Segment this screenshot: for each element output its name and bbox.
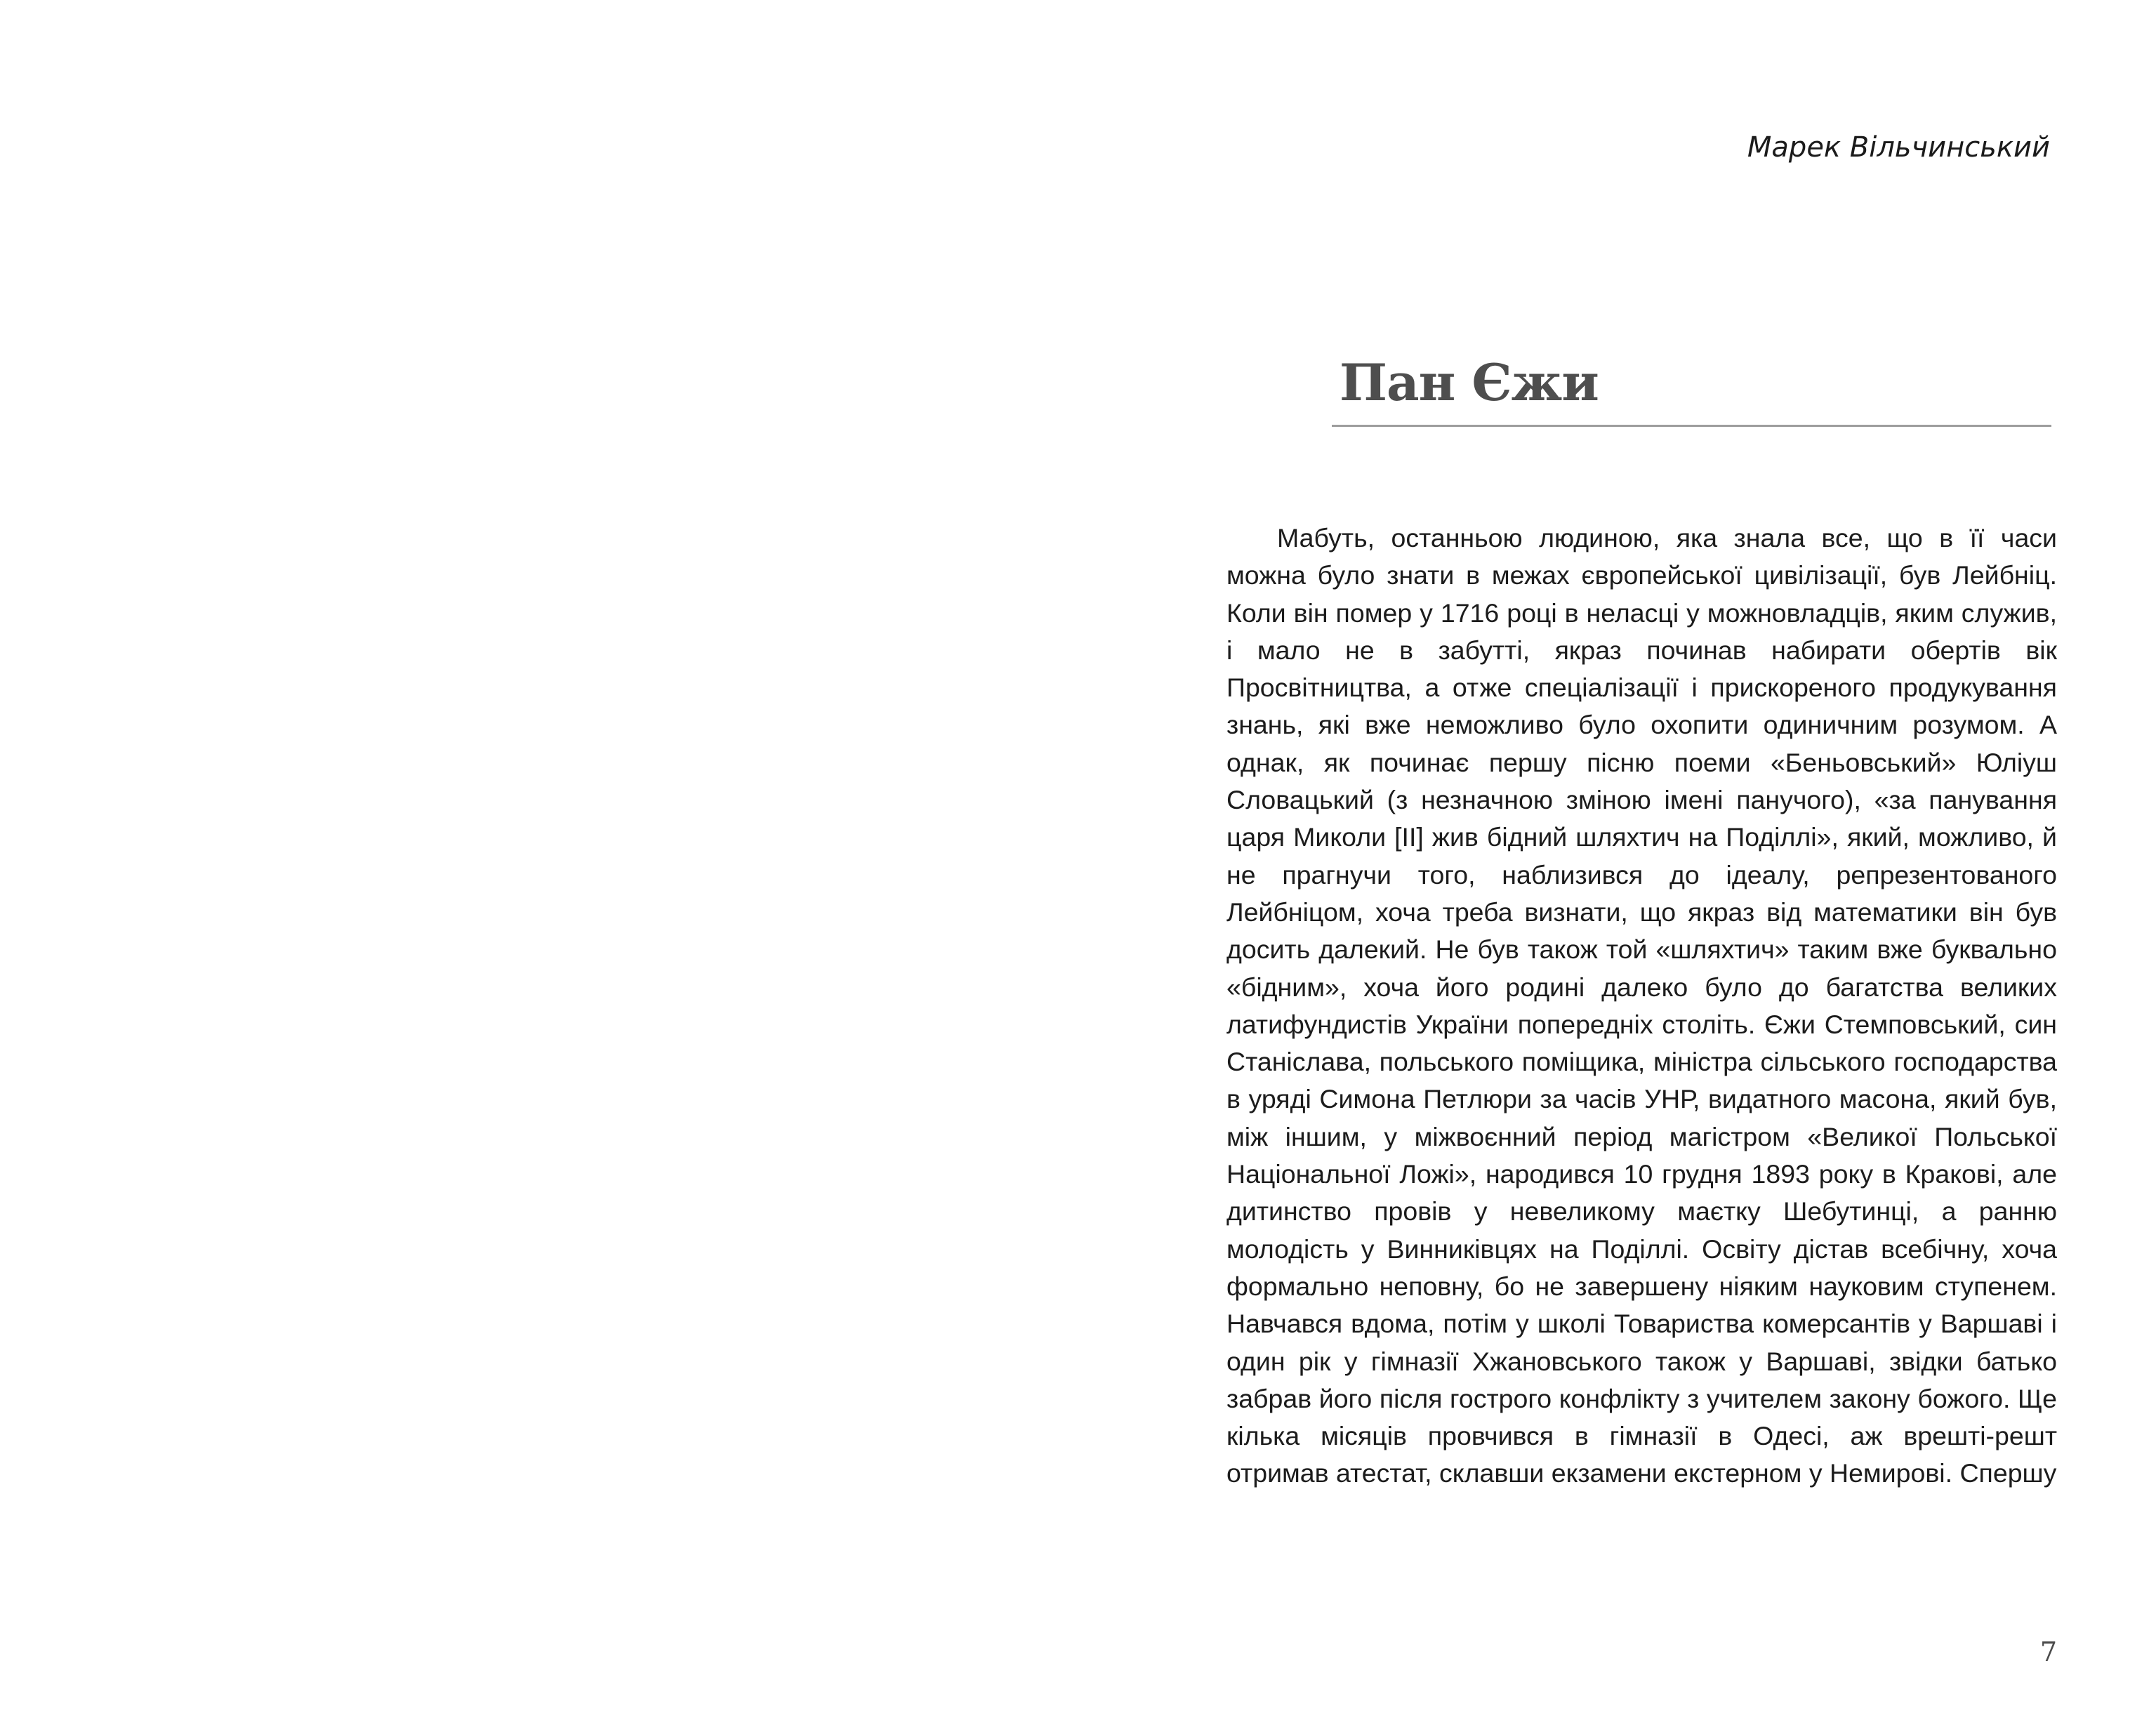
title-underline-rule [1332,425,2051,427]
chapter-title: Пан Єжи [1340,352,1599,412]
page-number: 7 [2039,1637,2057,1667]
body-paragraph: Мабуть, останньою людиною, яка знала все, що в її часи можна було знати в межах європейської цивілізації, був Лейбніц. Коли він помер у 1716 році в неласці у можновладців, яким служив, і мало не в забутті, якраз починав набирати обертів вік Просвітництва, а отже спеціалізації і прискореного продукування знань, які вже неможливо було охопити одиничним розумом. А однак, як починає першу пісню поеми «Беньовський» Юліуш Словацький (з незначною зміною імені панучого), «за панування царя Миколи [ІІ] жив бідний шляхтич на Поділлі», який, можливо, й не прагнучи того, наблизився до ідеалу, репрезентованого Лейбніцом, хоча треба визнати, що якраз від математики він був досить далекий. Не був також той «шляхтич» таким вже буквально «бідним», хоча його родині далеко було до багатства великих латифундистів України попередніх століть. Єжи Стемповський, син Станіслава, польського поміщика, міністра сільського господарства в уряді Симона Петлюри за часів УНР, видатного масона, який був, між іншим, у міжвоєнний період магістром «Великої Польської Національної Ложі», народився 10 грудня 1893 року в Кракові, але дитинство провів у невеликому маєтку Шебутинці, а ранню молодість у Винниківцях на Поділлі. Освіту дістав всебічну, хоча формально неповну, бо не завершену ніяким науковим ступенем. Навчався вдома, потім у школі Товариства комерсантів у Варшаві і один рік у гімназії Хжановського також у Варшаві, звідки батько забрав його після гострого конфлікту з учителем закону божого. Ще кілька місяців провчився в гімназії в Одесі, аж врешті-решт отримав атестат, склавши екзамени екстерном у Немирові. Спершу [1226,523,2057,1488]
running-head-author: Марек Вільчинський [1747,131,2050,164]
